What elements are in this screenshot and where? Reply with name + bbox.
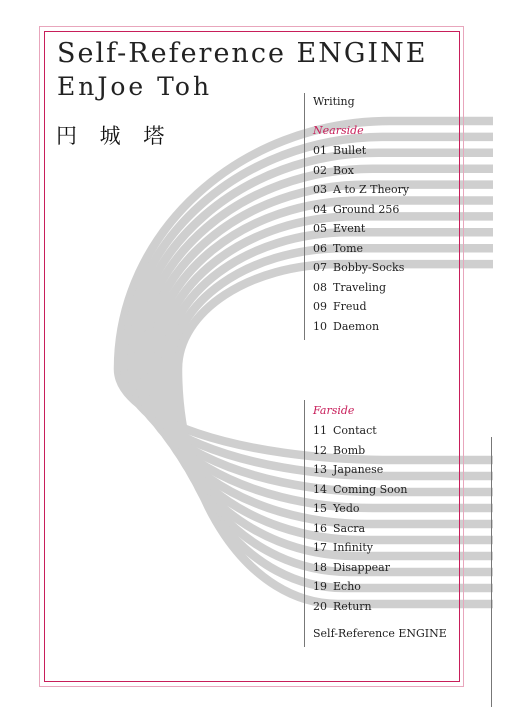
toc-entry — [313, 180, 409, 200]
toc-entry-title: Box — [333, 163, 354, 177]
book-title: Self-Reference ENGINE — [57, 38, 428, 69]
toc-entry-title: Return — [333, 599, 372, 613]
toc-entry-number: 15 — [313, 502, 327, 515]
toc-entry — [313, 141, 409, 161]
toc-entry — [313, 239, 409, 259]
toc-entry-title: Bullet — [333, 144, 367, 157]
toc-entry — [313, 278, 409, 298]
toc-entry — [313, 538, 447, 558]
page-edge-rule — [491, 437, 492, 707]
author-name-japanese: 円 城 塔 — [56, 124, 173, 148]
toc-entry-title: Echo — [333, 580, 361, 593]
toc-entry — [313, 200, 409, 220]
toc-entry — [313, 499, 447, 519]
toc-entry-title: Bomb — [333, 443, 366, 457]
toc-entry-title: Bobby-Socks — [333, 261, 405, 274]
toc-divider-top — [304, 93, 305, 340]
toc-entry-title: Tome — [333, 241, 364, 255]
toc-entry-number: 16 — [313, 521, 327, 535]
toc-entry-number: 06 — [313, 241, 327, 255]
toc-entry — [313, 577, 447, 597]
toc-entry-title: Infinity — [333, 541, 374, 554]
toc-entry-title: A to Z Theory — [333, 183, 410, 196]
toc-entry-number: 12 — [313, 443, 327, 457]
toc-section-farside: Farside — [313, 404, 355, 417]
toc-entry-number: 03 — [313, 183, 327, 196]
toc-entry-title: Disappear — [333, 560, 390, 574]
toc-entry-number: 10 — [313, 319, 327, 333]
toc-entry-number: 19 — [313, 580, 327, 593]
toc-farside-list — [313, 421, 447, 616]
toc-entry-number: 08 — [313, 280, 327, 294]
toc-entry — [313, 480, 447, 500]
toc-entry-number: 01 — [313, 144, 327, 157]
toc-nearside-list — [313, 141, 409, 336]
toc-entry — [313, 441, 447, 461]
toc-farside-block — [313, 401, 447, 644]
toc-entry-number: 02 — [313, 163, 327, 177]
toc-entry — [313, 297, 409, 317]
toc-nearside-block — [313, 92, 409, 336]
toc-entry — [313, 219, 409, 239]
toc-entry-number: 13 — [313, 463, 327, 476]
toc-section-nearside: Nearside — [313, 124, 364, 137]
toc-entry-number: 09 — [313, 300, 327, 313]
toc-entry — [313, 597, 447, 617]
toc-entry — [313, 421, 447, 441]
toc-footer-title: Self-Reference ENGINE — [313, 627, 447, 640]
toc-entry-title: Contact — [333, 424, 377, 437]
toc-entry-title: Japanese — [333, 463, 384, 476]
toc-entry-title: Coming Soon — [333, 482, 408, 496]
toc-entry — [313, 460, 447, 480]
toc-heading: Writing — [313, 95, 355, 108]
toc-entry-number: 11 — [313, 424, 327, 437]
toc-entry-number: 14 — [313, 482, 327, 496]
toc-entry-title: Event — [333, 222, 366, 235]
toc-entry — [313, 258, 409, 278]
toc-entry-number: 18 — [313, 560, 327, 574]
toc-entry-title: Sacra — [333, 521, 366, 535]
toc-entry-title: Yedo — [333, 502, 360, 515]
toc-entry-number: 07 — [313, 261, 327, 274]
toc-entry — [313, 558, 447, 578]
toc-entry — [313, 161, 409, 181]
toc-entry-number: 05 — [313, 222, 327, 235]
toc-entry-number: 17 — [313, 541, 327, 554]
toc-entry-title: Traveling — [333, 280, 387, 294]
toc-entry-title: Freud — [333, 300, 367, 313]
toc-entry-number: 20 — [313, 599, 327, 613]
author-name: EnJoe Toh — [57, 72, 213, 101]
toc-entry-title: Daemon — [333, 319, 380, 333]
toc-entry-title: Ground 256 — [333, 202, 400, 216]
toc-entry — [313, 519, 447, 539]
toc-entry — [313, 317, 409, 337]
toc-entry-number: 04 — [313, 202, 327, 216]
toc-divider-bottom — [304, 400, 305, 647]
